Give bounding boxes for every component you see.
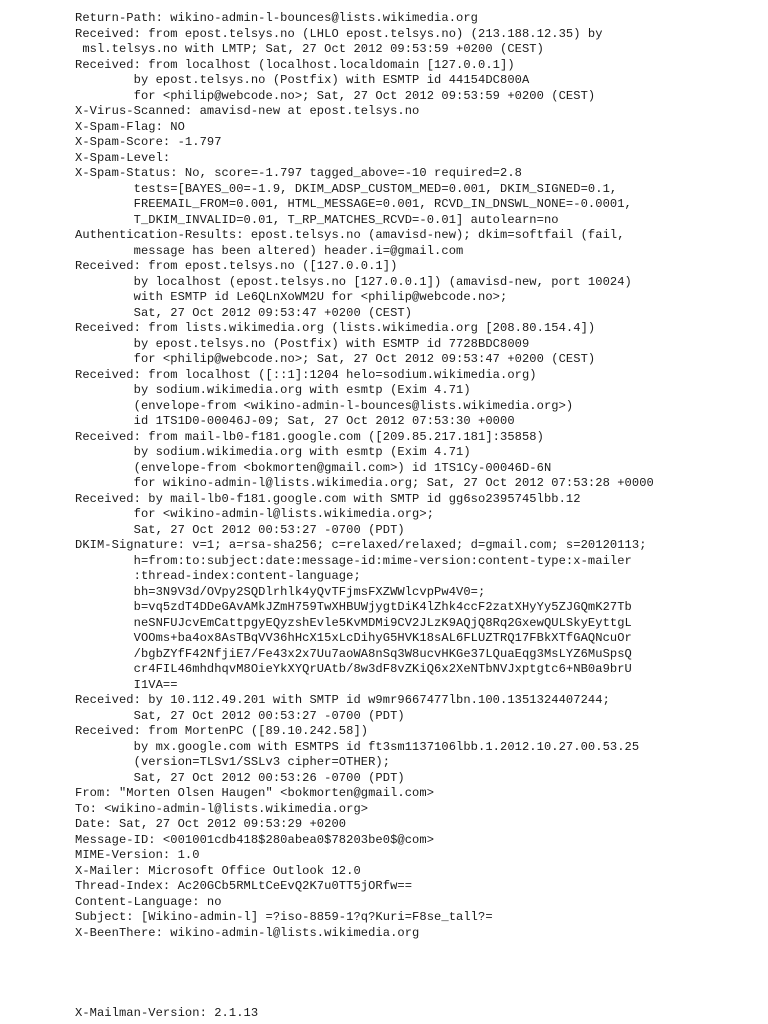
header-line: message has been altered) header.i=@gmail.com xyxy=(75,243,464,258)
header-line: bh=3N9V3d/OVpy2SQDlrhlk4yQvTFjmsFXZWWlcvpPw4V0=; xyxy=(75,584,486,599)
header-line: tests=[BAYES_00=-1.9, DKIM_ADSP_CUSTOM_MED=0.001, DKIM_SIGNED=0.1, xyxy=(75,181,618,196)
header-line: Received: from lists.wikimedia.org (lists.wikimedia.org [208.80.154.4]) xyxy=(75,321,596,335)
header-line: Received: from localhost (localhost.localdomain [127.0.0.1]) xyxy=(75,57,515,72)
header-line: Sat, 27 Oct 2012 00:53:27 -0700 (PDT) xyxy=(75,708,405,723)
header-line: Received: from epost.telsys.no (LHLO epost.telsys.no) (213.188.12.35) by xyxy=(75,26,603,41)
header-line: /bgbZYfF42NfjiE7/Fe43x2x7Uu7aoWA8nSq3W8ucvHKGe37LQuaEqg3MsLYZ6MuSpsQ xyxy=(75,646,632,661)
header-line: Sat, 27 Oct 2012 00:53:27 -0700 (PDT) xyxy=(75,522,405,537)
header-line: I1VA== xyxy=(75,677,178,692)
header-line: X-Virus-Scanned: amavisd-new at epost.telsys.no xyxy=(75,104,420,118)
header-line: msl.telsys.no with LMTP; Sat, 27 Oct 2012 09:53:59 +0200 (CEST) xyxy=(75,42,544,56)
header-line: by mx.google.com with ESMTPS id ft3sm1137106lbb.1.2012.10.27.00.53.25 xyxy=(75,739,640,754)
header-line: Return-Path: wikino-admin-l-bounces@lists.wikimedia.org xyxy=(75,11,479,25)
email-raw-headers xyxy=(75,11,654,941)
header-line: Received: by 10.112.49.201 with SMTP id w9mr9667477lbn.100.1351324407244; xyxy=(75,693,610,707)
header-line: To: <wikino-admin-l@lists.wikimedia.org> xyxy=(75,801,369,816)
header-line: by sodium.wikimedia.org with esmtp (Exim 4.71) xyxy=(75,383,471,397)
header-line: Authentication-Results: epost.telsys.no (amavisd-new); dkim=softfail (fail, xyxy=(75,228,625,242)
header-line: Date: Sat, 27 Oct 2012 09:53:29 +0200 xyxy=(75,817,347,831)
header-line: X-Mailer: Microsoft Office Outlook 12.0 xyxy=(75,863,361,878)
header-line: MIME-Version: 1.0 xyxy=(75,848,200,862)
header-line: (envelope-from <bokmorten@gmail.com>) id 1TS1Cy-00046D-6N xyxy=(75,460,552,475)
header-line: Received: from localhost ([::1]:1204 helo=sodium.wikimedia.org) xyxy=(75,367,537,382)
header-line: Received: from epost.telsys.no ([127.0.0.1]) xyxy=(75,259,398,273)
header-line: T_DKIM_INVALID=0.01, T_RP_MATCHES_RCVD=-0.01] autolearn=no xyxy=(75,212,559,227)
header-line: for wikino-admin-l@lists.wikimedia.org; Sat, 27 Oct 2012 07:53:28 +0000 xyxy=(75,476,654,490)
header-line: h=from:to:subject:date:message-id:mime-version:content-type:x-mailer xyxy=(75,553,632,568)
header-line: X-Spam-Status: No, score=-1.797 tagged_above=-10 required=2.8 xyxy=(75,166,522,180)
header-line: Received: from MortenPC ([89.10.242.58]) xyxy=(75,724,369,738)
header-line: Content-Language: no xyxy=(75,894,222,909)
header-line: by sodium.wikimedia.org with esmtp (Exim 4.71) xyxy=(75,445,471,459)
header-line: Received: by mail-lb0-f181.google.com with SMTP id gg6so2395745lbb.12 xyxy=(75,491,581,506)
header-line: X-Spam-Flag: NO xyxy=(75,119,185,134)
header-line: DKIM-Signature: v=1; a=rsa-sha256; c=relaxed/relaxed; d=gmail.com; s=20120113; xyxy=(75,538,647,552)
header-line: neSNFUJcvEmCattpgyEQyzshEvle5KvMDMi9CV2JLzK9AQjQ8Rq2GxewQULSkyEyttgL xyxy=(75,615,632,630)
header-line: for <philip@webcode.no>; Sat, 27 Oct 2012 09:53:59 +0200 (CEST) xyxy=(75,88,596,103)
header-line: Subject: [Wikino-admin-l] =?iso-8859-1?q?Kuri=F8se_tall?= xyxy=(75,910,493,924)
mailman-version-line: X-Mailman-Version: 2.1.13 xyxy=(75,1006,259,1020)
header-line: From: "Morten Olsen Haugen" <bokmorten@gmail.com> xyxy=(75,786,435,800)
header-line: Received: from mail-lb0-f181.google.com ([209.85.217.181]:35858) xyxy=(75,429,544,444)
header-line: cr4FIL46mhdhqvM8OieYkXYQrUAtb/8w3dF8vZKiQ6x2XeNTbNVJxptgtc6+NB0a9brU xyxy=(75,662,632,676)
header-line: :thread-index:content-language; xyxy=(75,569,361,583)
header-line: Sat, 27 Oct 2012 09:53:47 +0200 (CEST) xyxy=(75,305,413,320)
header-line: (envelope-from <wikino-admin-l-bounces@lists.wikimedia.org>) xyxy=(75,398,574,413)
header-line: b=vq5zdT4DDeGAvAMkJZmH759TwXHBUWjygtDiK4lZhk4ccF2zatXHyYy5ZJGQmK27Tb xyxy=(75,600,632,614)
header-line: FREEMAIL_FROM=0.001, HTML_MESSAGE=0.001, RCVD_IN_DNSWL_NONE=-0.0001, xyxy=(75,197,632,211)
header-line: by localhost (epost.telsys.no [127.0.0.1]) (amavisd-new, port 10024) xyxy=(75,274,632,289)
header-line: by epost.telsys.no (Postfix) with ESMTP id 44154DC800A xyxy=(75,73,530,87)
header-line: X-BeenThere: wikino-admin-l@lists.wikimedia.org xyxy=(75,925,420,940)
header-line: Sat, 27 Oct 2012 00:53:26 -0700 (PDT) xyxy=(75,770,405,785)
header-line: by epost.telsys.no (Postfix) with ESMTP id 7728BDC8009 xyxy=(75,336,530,351)
header-line: for <wikino-admin-l@lists.wikimedia.org>; xyxy=(75,507,435,521)
header-line: X-Spam-Score: -1.797 xyxy=(75,135,222,149)
header-line: X-Spam-Level: xyxy=(75,150,171,165)
header-line: for <philip@webcode.no>; Sat, 27 Oct 2012 09:53:47 +0200 (CEST) xyxy=(75,352,596,366)
header-line: id 1TS1D0-00046J-09; Sat, 27 Oct 2012 07:53:30 +0000 xyxy=(75,414,515,428)
header-line: (version=TLSv1/SSLv3 cipher=OTHER); xyxy=(75,755,391,769)
header-line: Message-ID: <001001cdb418$280abea0$78203be0$@com> xyxy=(75,832,435,847)
header-line: Thread-Index: Ac20GCb5RMLtCeEvQ2K7u0TT5jORfw== xyxy=(75,879,413,893)
header-line: VOOms+ba4ox8AsTBqVV36hHcX15xLcDihyG5HVK18sAL6FLUZTRQ17FBkXTfGAQNcuOr xyxy=(75,631,632,645)
header-line: with ESMTP id Le6QLnXoWM2U for <philip@webcode.no>; xyxy=(75,290,508,304)
